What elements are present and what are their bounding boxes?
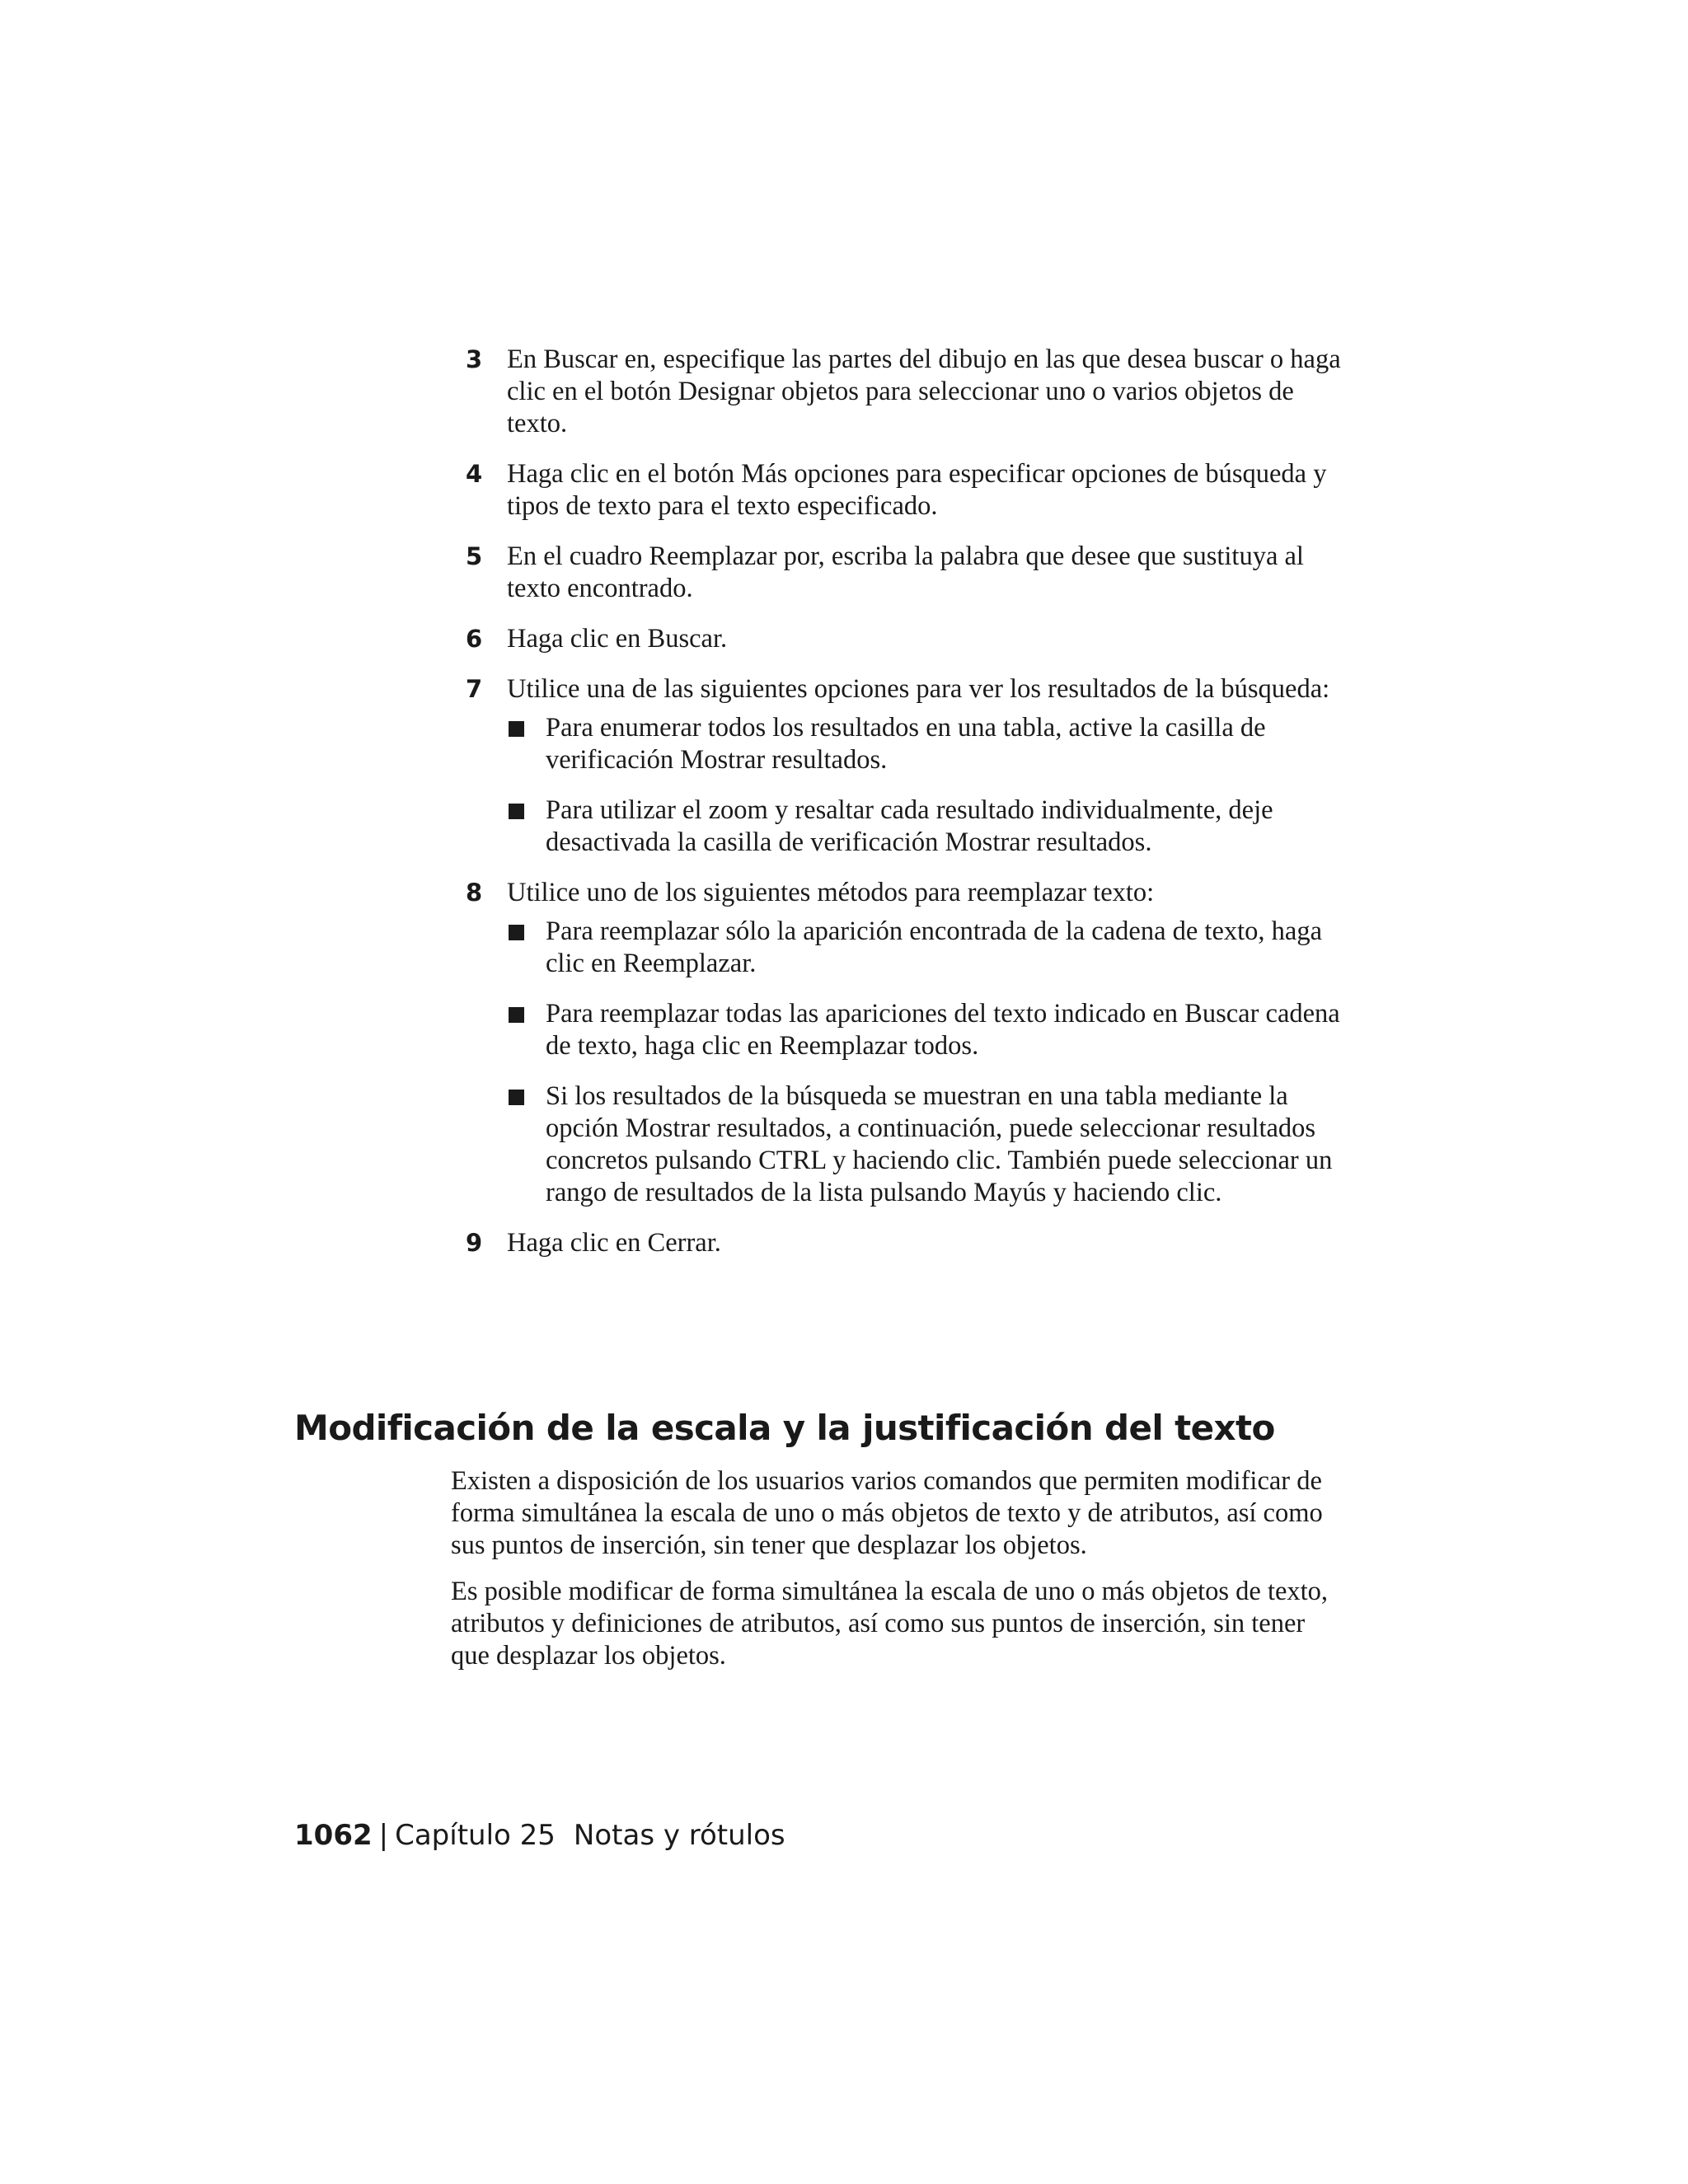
bullet-item — [507, 1080, 1348, 1209]
step-item — [466, 623, 1348, 655]
step-text: Utilice una de las siguientes opciones para ver los resultados de la búsqueda: — [507, 674, 1330, 704]
step-item — [466, 673, 1348, 859]
bullet-item — [507, 998, 1348, 1062]
step-number: 6 — [466, 625, 483, 653]
page-number: 1062 — [294, 1819, 373, 1852]
bullet-item — [507, 794, 1348, 859]
bullet-text: Para reemplazar todas las apariciones del texto indicado en Buscar cadena de texto, haga clic en Reemplazar todos. — [546, 999, 1340, 1061]
square-bullet-icon — [509, 1007, 524, 1023]
step-number: 8 — [466, 879, 483, 907]
step-text: En Buscar en, especifique las partes del dibujo en las que desea buscar o haga clic en el botón Designar objetos para seleccionar uno o varios objetos de texto. — [507, 344, 1341, 438]
bullet-list — [507, 712, 1348, 859]
numbered-step-list — [466, 344, 1348, 1277]
bullet-text: Si los resultados de la búsqueda se muestran en una tabla mediante la opción Mostrar resultados, a continuación, puede seleccionar resultados concretos pulsando CTRL y haciendo clic. También puede seleccionar un rango de resultados de la lista pulsando Mayús y haciendo clic. — [546, 1081, 1333, 1207]
bullet-list — [507, 916, 1348, 1209]
square-bullet-icon — [509, 925, 524, 940]
step-item — [466, 458, 1348, 523]
step-number: 5 — [466, 542, 483, 570]
section-body — [451, 1465, 1349, 1686]
step-text: Haga clic en Cerrar. — [507, 1228, 721, 1258]
square-bullet-icon — [509, 721, 524, 737]
step-text: Haga clic en el botón Más opciones para especificar opciones de búsqueda y tipos de texto para el texto especificado. — [507, 459, 1327, 521]
bullet-text: Para utilizar el zoom y resaltar cada resultado individualmente, deje desactivada la casilla de verificación Mostrar resultados. — [546, 795, 1273, 857]
step-item — [466, 344, 1348, 440]
section-paragraph: Es posible modificar de forma simultánea la escala de uno o más objetos de texto, atributos y definiciones de atributos, así como sus puntos de inserción, sin tener que desplazar los objetos. — [451, 1577, 1329, 1671]
chapter-title: Notas y rótulos — [573, 1819, 785, 1852]
square-bullet-icon — [509, 804, 524, 819]
chapter-label: Capítulo 25 — [395, 1819, 556, 1852]
step-number: 3 — [466, 345, 483, 373]
footer-separator: | — [378, 1819, 389, 1852]
step-number: 7 — [466, 675, 483, 703]
step-item — [466, 541, 1348, 605]
step-item — [466, 1227, 1348, 1259]
step-text: En el cuadro Reemplazar por, escriba la palabra que desee que sustituya al texto encontrado. — [507, 541, 1304, 603]
bullet-text: Para reemplazar sólo la aparición encontrada de la cadena de texto, haga clic en Reemplazar. — [546, 916, 1323, 978]
step-text: Haga clic en Buscar. — [507, 624, 728, 654]
bullet-text: Para enumerar todos los resultados en una tabla, active la casilla de verificación Mostrar resultados. — [546, 713, 1266, 775]
step-text: Utilice uno de los siguientes métodos para reemplazar texto: — [507, 878, 1155, 907]
section-heading: Modificación de la escala y la justificación del texto — [294, 1408, 1275, 1448]
bullet-item — [507, 916, 1348, 980]
section-paragraph: Existen a disposición de los usuarios varios comandos que permiten modificar de forma simultánea la escala de uno o más objetos de texto y de atributos, así como sus puntos de inserción, sin tener que desplazar los objetos. — [451, 1466, 1323, 1560]
page-footer — [294, 1816, 785, 1855]
step-number: 9 — [466, 1229, 483, 1257]
square-bullet-icon — [509, 1090, 524, 1105]
step-item — [466, 877, 1348, 1209]
bullet-item — [507, 712, 1348, 776]
step-number: 4 — [466, 460, 483, 488]
